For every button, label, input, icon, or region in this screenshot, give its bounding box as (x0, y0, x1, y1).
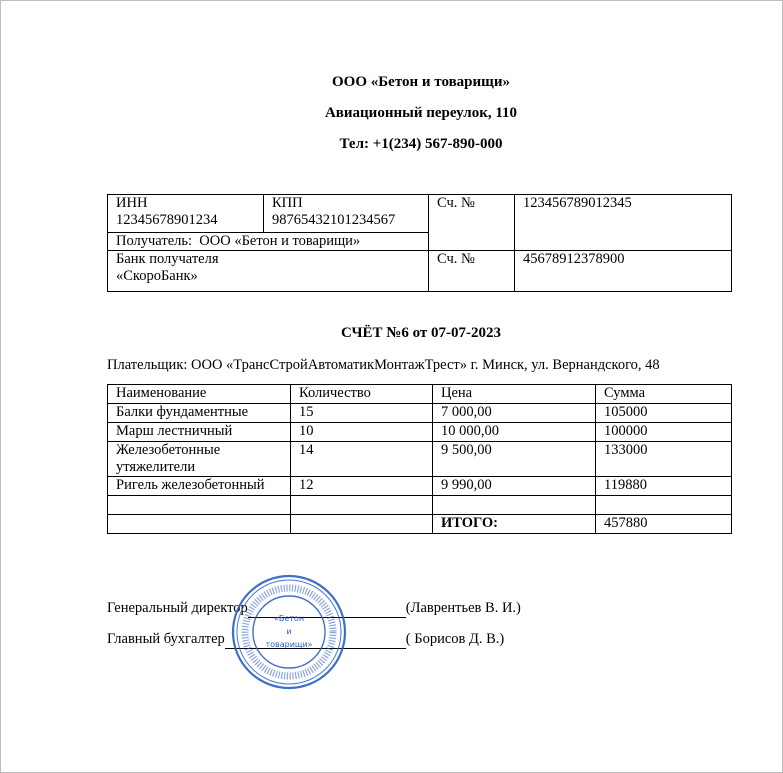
company-stamp (231, 574, 347, 690)
item-price: 9 500,00 (433, 442, 596, 477)
account-label-2: Сч. № (429, 251, 515, 292)
company-name: ООО «Бетон и товарищи» (332, 74, 510, 90)
recipient-cell (108, 233, 429, 251)
recipient-label: Получатель: (116, 233, 193, 249)
bank-name: «СкороБанк» (116, 268, 198, 284)
director-name: (Лаврентьев В. И.) (405, 600, 521, 616)
item-name (108, 496, 291, 515)
goods-header-row (108, 385, 732, 404)
item-price: 7 000,00 (433, 404, 596, 423)
item-quantity: 10 (291, 423, 433, 442)
header-price: Цена (433, 385, 596, 404)
total-row (108, 515, 732, 534)
inn-value: 12345678901234 (116, 212, 218, 228)
item-sum (596, 496, 732, 515)
bank-label: Банк получателя (116, 251, 219, 267)
company-phone: Тел: +1(234) 567-890-000 (339, 136, 503, 152)
table-row (108, 404, 732, 423)
recipient-value: ООО «Бетон и товарищи» (199, 233, 361, 249)
item-quantity: 14 (291, 442, 433, 477)
item-sum: 105000 (596, 404, 732, 423)
account-label-1: Сч. № (429, 195, 515, 251)
item-price: 9 990,00 (433, 477, 596, 496)
requisites-table (107, 194, 732, 292)
item-sum: 133000 (596, 442, 732, 477)
item-sum: 100000 (596, 423, 732, 442)
item-name: Марш лестничный (108, 423, 291, 442)
total-empty-1 (108, 515, 291, 534)
total-label: ИТОГО: (433, 515, 596, 534)
item-price: 10 000,00 (433, 423, 596, 442)
table-row (108, 477, 732, 496)
kpp-cell (264, 195, 429, 233)
item-sum: 119880 (596, 477, 732, 496)
inn-cell (108, 195, 264, 233)
item-quantity: 15 (291, 404, 433, 423)
total-value: 457880 (596, 515, 732, 534)
payer-line: Плательщик: ООО «ТрансСтройАвтоматикМонтажТрест» г. Минск, ул. Вернандского, 48 (107, 357, 660, 373)
invoice-title: СЧЁТ №6 от 07-07-2023 (341, 325, 501, 341)
header-sum: Сумма (596, 385, 732, 404)
item-quantity (291, 496, 433, 515)
table-row (108, 442, 732, 477)
kpp-value: 98765432101234567 (272, 212, 396, 228)
bank-cell (108, 251, 429, 292)
stamp-text-3: товарищи» (265, 640, 313, 649)
goods-table (107, 384, 732, 534)
item-quantity: 12 (291, 477, 433, 496)
stamp-text-1: «Бетон (273, 614, 305, 623)
company-address: Авиационный переулок, 110 (324, 105, 518, 121)
accountant-label: Главный бухгалтер (107, 631, 225, 647)
accountant-name: ( Борисов Д. В.) (405, 631, 505, 647)
item-name: Балки фундаментные (108, 404, 291, 423)
table-row-empty (108, 496, 732, 515)
table-row (108, 423, 732, 442)
item-name: Ригель железобетонный (108, 477, 291, 496)
header-name: Наименование (108, 385, 291, 404)
item-price (433, 496, 596, 515)
kpp-label: КПП (272, 195, 303, 211)
item-name: Железобетонные утяжелители (108, 442, 291, 477)
account-value-1: 123456789012345 (515, 195, 732, 251)
account-value-2: 45678912378900 (515, 251, 732, 292)
stamp-text-2: и (286, 627, 292, 636)
total-empty-2 (291, 515, 433, 534)
header-quantity: Количество (291, 385, 433, 404)
inn-label: ИНН (116, 195, 148, 211)
director-label: Генеральный директор (107, 600, 248, 616)
